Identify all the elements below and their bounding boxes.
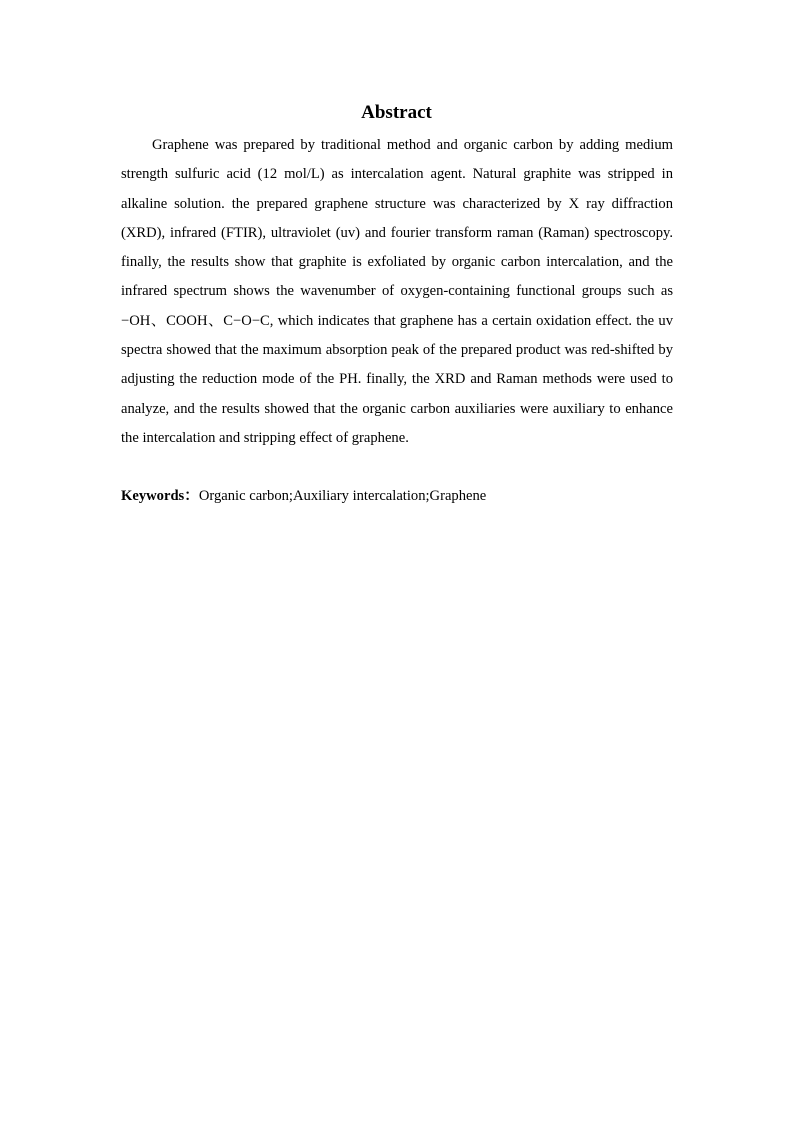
abstract-title: Abstract: [361, 102, 432, 123]
keywords-line: [121, 482, 673, 511]
abstract-body: Graphene was prepared by traditional method and organic carbon by adding medium strength sulfuric acid (12 mol/L) as intercalation agent. Natural graphite was stripped in alkaline solution. the prepared graphene structure was characterized by X ray diffraction (XRD), infrared (FTIR), ultraviolet (uv) and fourier transform raman (Raman) spectroscopy. finally, the results show that graphite is exfoliated by organic carbon intercalation, and the infrared spectrum shows the wavenumber of oxygen-containing functional groups such as −OH、COOH、C−O−C, which indicates that graphene has a certain oxidation effect. the uv spectra showed that the maximum absorption peak of the prepared product was red-shifted by adjusting the reduction mode of the PH. finally, the XRD and Raman methods were used to analyze, and the results showed that the organic carbon auxiliaries were auxiliary to enhance the intercalation and stripping effect of graphene.: [121, 137, 673, 446]
keywords-label: Keywords：: [121, 488, 199, 504]
keywords-value: Organic carbon;Auxiliary intercalation;Graphene: [198, 488, 487, 504]
